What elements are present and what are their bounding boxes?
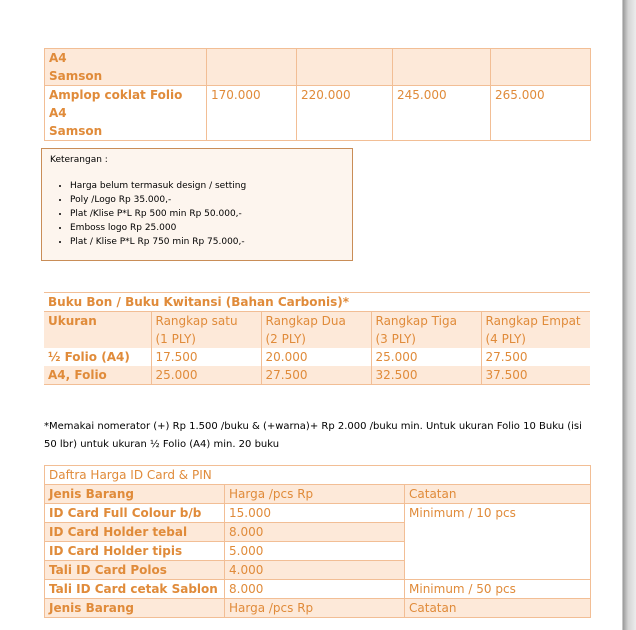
item-name: ID Card Full Colour b/b xyxy=(45,504,225,523)
buku-bon-table xyxy=(44,292,590,385)
price-cell: 20.000 xyxy=(261,348,371,366)
keterangan-title: Keterangan : xyxy=(50,155,108,165)
table-title: Buku Bon / Buku Kwitansi (Bahan Carbonis)* xyxy=(44,293,590,312)
product-name: Amplop coklat Folio A4 Samson xyxy=(45,86,207,141)
column-header: Harga /pcs Rp xyxy=(225,485,405,504)
price-cell: 4.000 xyxy=(225,561,405,580)
note-cell xyxy=(405,523,591,542)
table-row xyxy=(45,561,591,580)
column-footer: Jenis Barang xyxy=(45,599,225,618)
item-name: ID Card Holder tipis xyxy=(45,542,225,561)
column-header: Ukuran xyxy=(48,314,97,328)
price-cell: 37.500 xyxy=(481,366,590,385)
price-cell: 32.500 xyxy=(371,366,481,385)
table-row xyxy=(45,504,591,523)
nomerator-note: *Memakai nomerator (+) Rp 1.500 /buku & (+warna)+ Rp 2.000 /buku min. Untuk ukuran Folio 10 Buku (isi 50 lbr) untuk ukuran ½ Folio (A4) min. 20 buku xyxy=(44,421,582,450)
table-row xyxy=(45,580,591,599)
price-cell: 15.000 xyxy=(225,504,405,523)
table-row xyxy=(45,523,591,542)
price-cell: 170.000 xyxy=(207,86,297,141)
item-name: Tali ID Card Polos xyxy=(45,561,225,580)
note-cell: Minimum / 10 pcs xyxy=(405,504,591,523)
id-card-price-table xyxy=(44,465,591,618)
column-header: Jenis Barang xyxy=(45,485,225,504)
note-cell xyxy=(405,561,591,580)
table-header-row xyxy=(45,485,591,504)
price-cell: 25.000 xyxy=(151,366,261,385)
price-cell: 220.000 xyxy=(297,86,393,141)
list-item: • Harga belum termasuk design / setting xyxy=(70,179,344,193)
table-title: Daftra Harga ID Card & PIN xyxy=(45,466,591,485)
list-item: • Plat /Klise P*L Rp 500 min Rp 50.000,- xyxy=(70,207,344,221)
table-header-row xyxy=(44,312,590,349)
table-row xyxy=(44,366,590,385)
size-cell: A4, Folio xyxy=(44,366,151,385)
keterangan-list xyxy=(50,179,344,249)
column-header: Rangkap Dua (2 PLY) xyxy=(261,312,371,349)
product-name: A4 Samson xyxy=(45,49,207,86)
table-row xyxy=(45,86,591,141)
price-cell: 265.000 xyxy=(491,86,591,141)
table-row xyxy=(45,542,591,561)
list-item: • Plat / Klise P*L Rp 750 min Rp 75.000,- xyxy=(70,235,344,249)
note-cell: Minimum / 50 pcs xyxy=(405,580,591,599)
table-row xyxy=(45,49,591,86)
item-name: ID Card Holder tebal xyxy=(45,523,225,542)
envelope-price-table xyxy=(44,48,591,141)
price-cell: 8.000 xyxy=(225,580,405,599)
column-header: Rangkap satu (1 PLY) xyxy=(151,312,261,349)
column-footer: Catatan xyxy=(405,599,591,618)
column-header: Rangkap Empat (4 PLY) xyxy=(481,312,590,349)
price-cell: 245.000 xyxy=(393,86,491,141)
column-header: Rangkap Tiga (3 PLY) xyxy=(371,312,481,349)
table-footer-row xyxy=(45,599,591,618)
column-header: Catatan xyxy=(405,485,591,504)
size-cell: ½ Folio (A4) xyxy=(48,350,130,364)
list-item: • Emboss logo Rp 25.000 xyxy=(70,221,344,235)
list-item: • Poly /Logo Rp 35.000,- xyxy=(70,193,344,207)
note-cell xyxy=(405,542,591,561)
table-title-row xyxy=(44,293,590,312)
column-footer: Harga /pcs Rp xyxy=(225,599,405,618)
table-title-row xyxy=(45,466,591,485)
table-row xyxy=(44,348,590,366)
item-name: Tali ID Card cetak Sablon xyxy=(45,580,225,599)
price-cell: 17.500 xyxy=(151,348,261,366)
price-cell: 25.000 xyxy=(371,348,481,366)
price-cell: 8.000 xyxy=(225,523,405,542)
price-cell: 27.500 xyxy=(481,348,590,366)
price-cell: 5.000 xyxy=(225,542,405,561)
keterangan-box xyxy=(41,148,353,261)
page-shadow xyxy=(623,0,636,630)
price-cell: 27.500 xyxy=(261,366,371,385)
